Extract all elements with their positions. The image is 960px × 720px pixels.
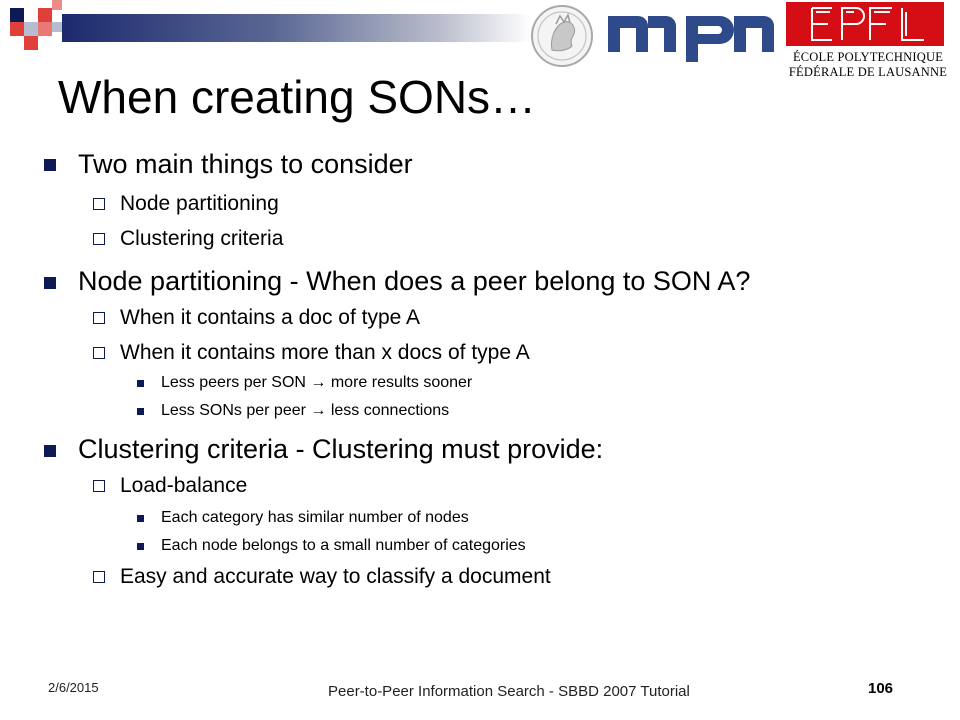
bullet-small-marker	[137, 408, 144, 415]
slide-title: When creating SONs…	[58, 71, 537, 123]
bullet-level2: When it contains a doc of type A	[120, 306, 421, 329]
epfl-logo	[786, 2, 944, 46]
epfl-name-line1: ÉCOLE POLYTECHNIQUE	[792, 50, 944, 64]
bullet-small-marker	[137, 543, 144, 550]
minerva-seal-logo	[530, 4, 594, 68]
footer-date: 2/6/2015	[48, 680, 99, 695]
bullet-box-marker	[93, 571, 105, 583]
bullet-level3: Less SONs per peer → less connections	[161, 402, 450, 419]
bullet-box-marker	[93, 480, 105, 492]
mpi-logo	[604, 6, 784, 62]
bullet-small-marker	[137, 380, 144, 387]
bullet-square-marker	[44, 445, 56, 457]
bullet-box-marker	[93, 233, 105, 245]
bullet-small-marker	[137, 515, 144, 522]
epfl-name-line2: FÉDÉRALE DE LAUSANNE	[788, 65, 948, 79]
bullet-level1: Clustering criteria - Clustering must provide:	[78, 434, 604, 464]
bullet-level1: Two main things to consider	[78, 149, 413, 179]
bullet-level2: Clustering criteria	[120, 227, 284, 250]
bullet-level2: Load-balance	[120, 474, 248, 497]
bullet-level1: Node partitioning - When does a peer belong to SON A?	[78, 266, 751, 296]
slide-number: 106	[868, 680, 894, 697]
bullet-square-marker	[44, 159, 56, 171]
bullet-level3: Each node belongs to a small number of categories	[161, 537, 526, 554]
bullet-box-marker	[93, 347, 105, 359]
bullet-level2: When it contains more than x docs of type A	[120, 341, 530, 364]
bullet-level2: Node partitioning	[120, 192, 279, 215]
bullet-level2: Easy and accurate way to classify a document	[120, 565, 551, 588]
bullet-box-marker	[93, 198, 105, 210]
bullet-box-marker	[93, 312, 105, 324]
footer-title: Peer-to-Peer Information Search - SBBD 2007 Tutorial	[328, 683, 690, 700]
bullet-square-marker	[44, 277, 56, 289]
bullet-level3: Each category has similar number of nodes	[161, 509, 469, 526]
header-gradient-bar	[62, 14, 532, 42]
bullet-level3: Less peers per SON → more results sooner	[161, 374, 473, 391]
